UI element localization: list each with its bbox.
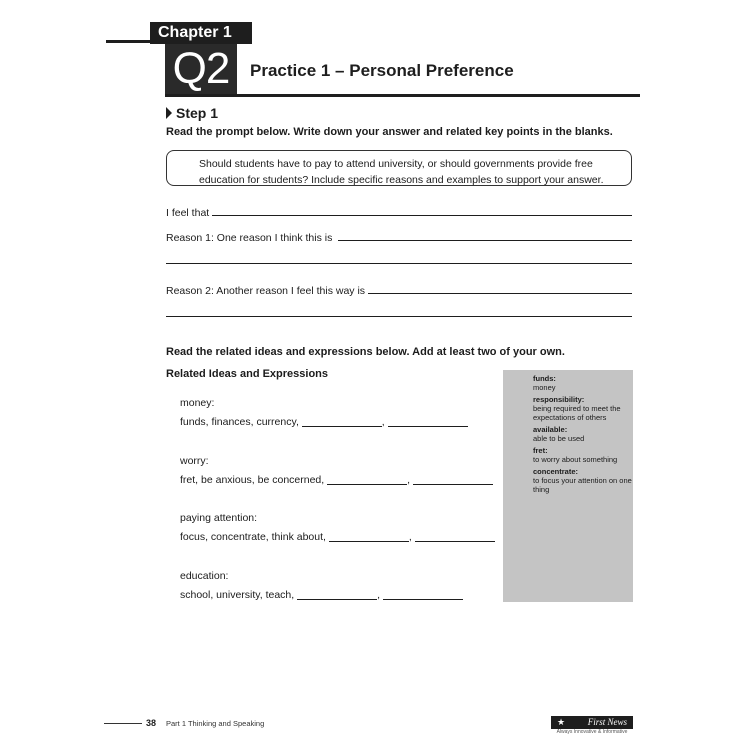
category-words: focus, concentrate, think about, — [180, 531, 326, 543]
page-number: 38 — [146, 718, 157, 728]
blank-line[interactable] — [413, 484, 493, 485]
blank-line[interactable] — [388, 426, 468, 427]
question-number: Q2 — [165, 44, 237, 94]
category-label: education: — [180, 570, 229, 582]
star-icon: ★ — [557, 717, 566, 727]
header-rule — [165, 94, 640, 97]
publisher-logo — [551, 716, 633, 729]
step-heading — [166, 105, 218, 121]
glossary-definition: able to be used — [533, 434, 585, 443]
glossary-term: fret: — [533, 446, 548, 455]
reason2-line[interactable] — [368, 293, 632, 294]
header-rule-left — [106, 40, 152, 43]
publisher-tagline: Always Innovative & Informative — [556, 729, 628, 735]
glossary-definition: being required to meet the expectations of others — [533, 404, 621, 422]
page-title: Practice 1 – Personal Preference — [250, 61, 514, 80]
category-words: school, university, teach, — [180, 589, 295, 601]
reason1-line[interactable] — [338, 240, 632, 241]
glossary-term: funds: — [533, 374, 556, 383]
step-instruction: Read the prompt below. Write down your answer and related key points in the blanks. — [166, 126, 613, 138]
blank-line[interactable] — [329, 541, 409, 542]
footer-rule — [104, 723, 142, 724]
answer-feel-line[interactable] — [212, 215, 632, 216]
glossary-term: available: — [533, 425, 568, 434]
glossary-definition: to worry about something — [533, 455, 618, 464]
glossary-box — [503, 370, 633, 602]
category-words-row: funds, finances, currency, , — [180, 416, 468, 428]
prompt-box — [166, 150, 632, 186]
answer-feel-label: I feel that — [166, 207, 210, 219]
blank-line[interactable] — [383, 599, 463, 600]
step-label: Step 1 — [176, 105, 219, 121]
category-label: money: — [180, 397, 215, 409]
category-words-row: focus, concentrate, think about, , — [180, 531, 495, 543]
footer-part-label: Part 1 Thinking and Speaking — [166, 719, 265, 728]
chapter-label: Chapter 1 — [150, 22, 252, 44]
blank-line[interactable] — [302, 426, 382, 427]
category-label: paying attention: — [180, 512, 258, 524]
related-instruction: Read the related ideas and expressions below. Add at least two of your own. — [166, 346, 565, 358]
reason2-line-2[interactable] — [166, 316, 632, 317]
category-words-row: fret, be anxious, be concerned, , — [180, 474, 493, 486]
glossary-definition: money — [533, 383, 556, 392]
reason2-label: Reason 2: Another reason I feel this way is — [166, 285, 366, 297]
blank-line[interactable] — [297, 599, 377, 600]
glossary-term: concentrate: — [533, 467, 579, 476]
blank-line[interactable] — [415, 541, 495, 542]
blank-line[interactable] — [327, 484, 407, 485]
category-words: fret, be anxious, be concerned, — [180, 474, 325, 486]
glossary-term: responsibility: — [533, 395, 585, 404]
prompt-text: Should students have to pay to attend university, or should governments provide free education for students? Include specific reasons and examples to support your answer. — [199, 158, 604, 186]
play-arrow-icon — [166, 107, 172, 119]
glossary-definition: to focus your attention on one thing — [533, 476, 632, 494]
category-label: worry: — [180, 455, 209, 467]
category-words-row: school, university, teach, , — [180, 589, 463, 601]
publisher-name: First News — [587, 717, 627, 727]
related-heading: Related Ideas and Expressions — [166, 368, 329, 380]
category-words: funds, finances, currency, — [180, 416, 299, 428]
reason1-line-2[interactable] — [166, 263, 632, 264]
reason1-label: Reason 1: One reason I think this is — [166, 232, 333, 244]
